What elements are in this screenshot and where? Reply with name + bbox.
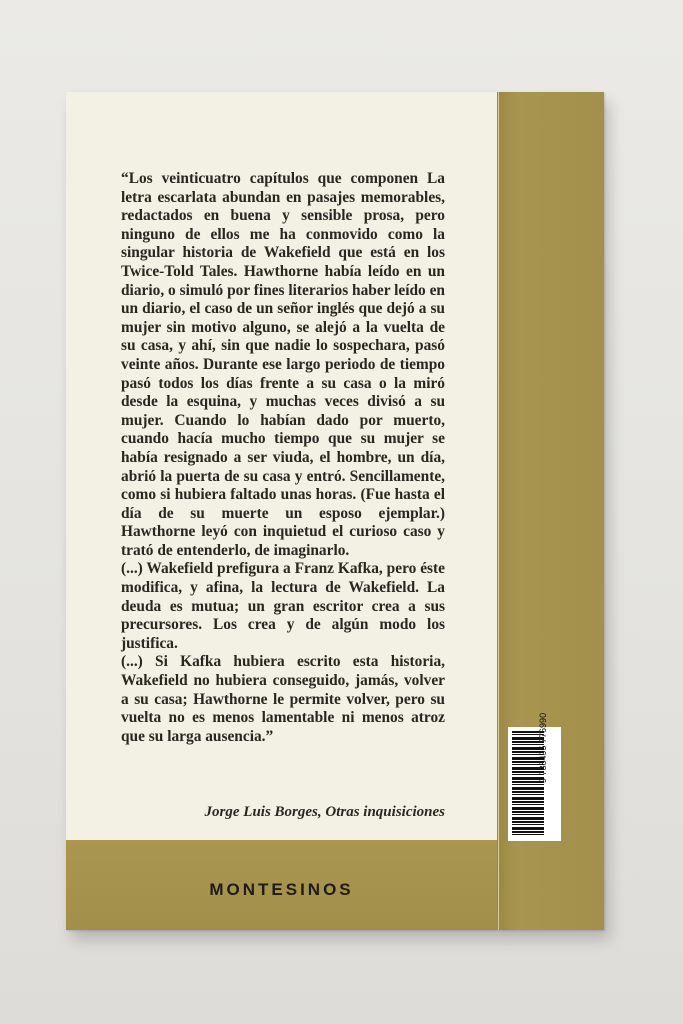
- isbn-barcode: [508, 712, 561, 841]
- quote-attribution: Jorge Luis Borges, Otras inquisiciones: [204, 804, 445, 820]
- blurb-quote: [121, 170, 445, 746]
- spine-fold-line: [498, 92, 499, 930]
- quote-paragraph: “Los veinticuatro capítulos que componen La letra escarlata abundan en pasajes memorables, redactados en buena y sensible prosa, pero ninguno de ellos me ha conmovido como la singular historia de Wakefield que está en los Twice-Told Tales. Hawthorne había leído en un diario, o simuló por fines literarios haber leído en un diario, el caso de un señor inglés que dejó a su mujer sin motivo alguno, se alejó a la vuelta de su casa, y ahí, sin que nadie lo sospechara, pasó veinte años. Durante ese largo periodo de tiempo pasó todos los días frente a su casa o la miró desde la esquina, y muchas veces divisó a su mujer. Cuando lo habían dado por muerto, cuando hacía mucho tiempo que su mujer se había resignado a ser viuda, el hombre, un día, abrió la puerta de su casa y entró. Sencillamente, como si hubiera faltado unas horas. (Fue hasta el día de su muerte un esposo ejemplar.) Hawthorne leyó con inquietud el curioso caso y trató de entenderlo, de imaginarlo.: [121, 170, 445, 559]
- cover-text-panel: [66, 92, 497, 840]
- quote-paragraph: (...) Si Kafka hubiera escrito esta historia, Wakefield no hubiera conseguido, jamás, volver a su casa; Hawthorne le permite volver, pero su vuelta no es menos lamentable ni menos atroz que su larga ausencia.”: [121, 653, 445, 745]
- book-back-cover: [66, 92, 604, 930]
- publisher-name: MONTESINOS: [209, 880, 354, 899]
- quote-paragraph: (...) Wakefield prefigura a Franz Kafka, pero éste modifica, y afina, la lectura de Wakefield. La deuda es mutua; un gran escritor crea a sus precursores. Los crea y de algún modo los justifica.: [121, 560, 445, 652]
- isbn-number: 9 788495 776990: [538, 712, 548, 783]
